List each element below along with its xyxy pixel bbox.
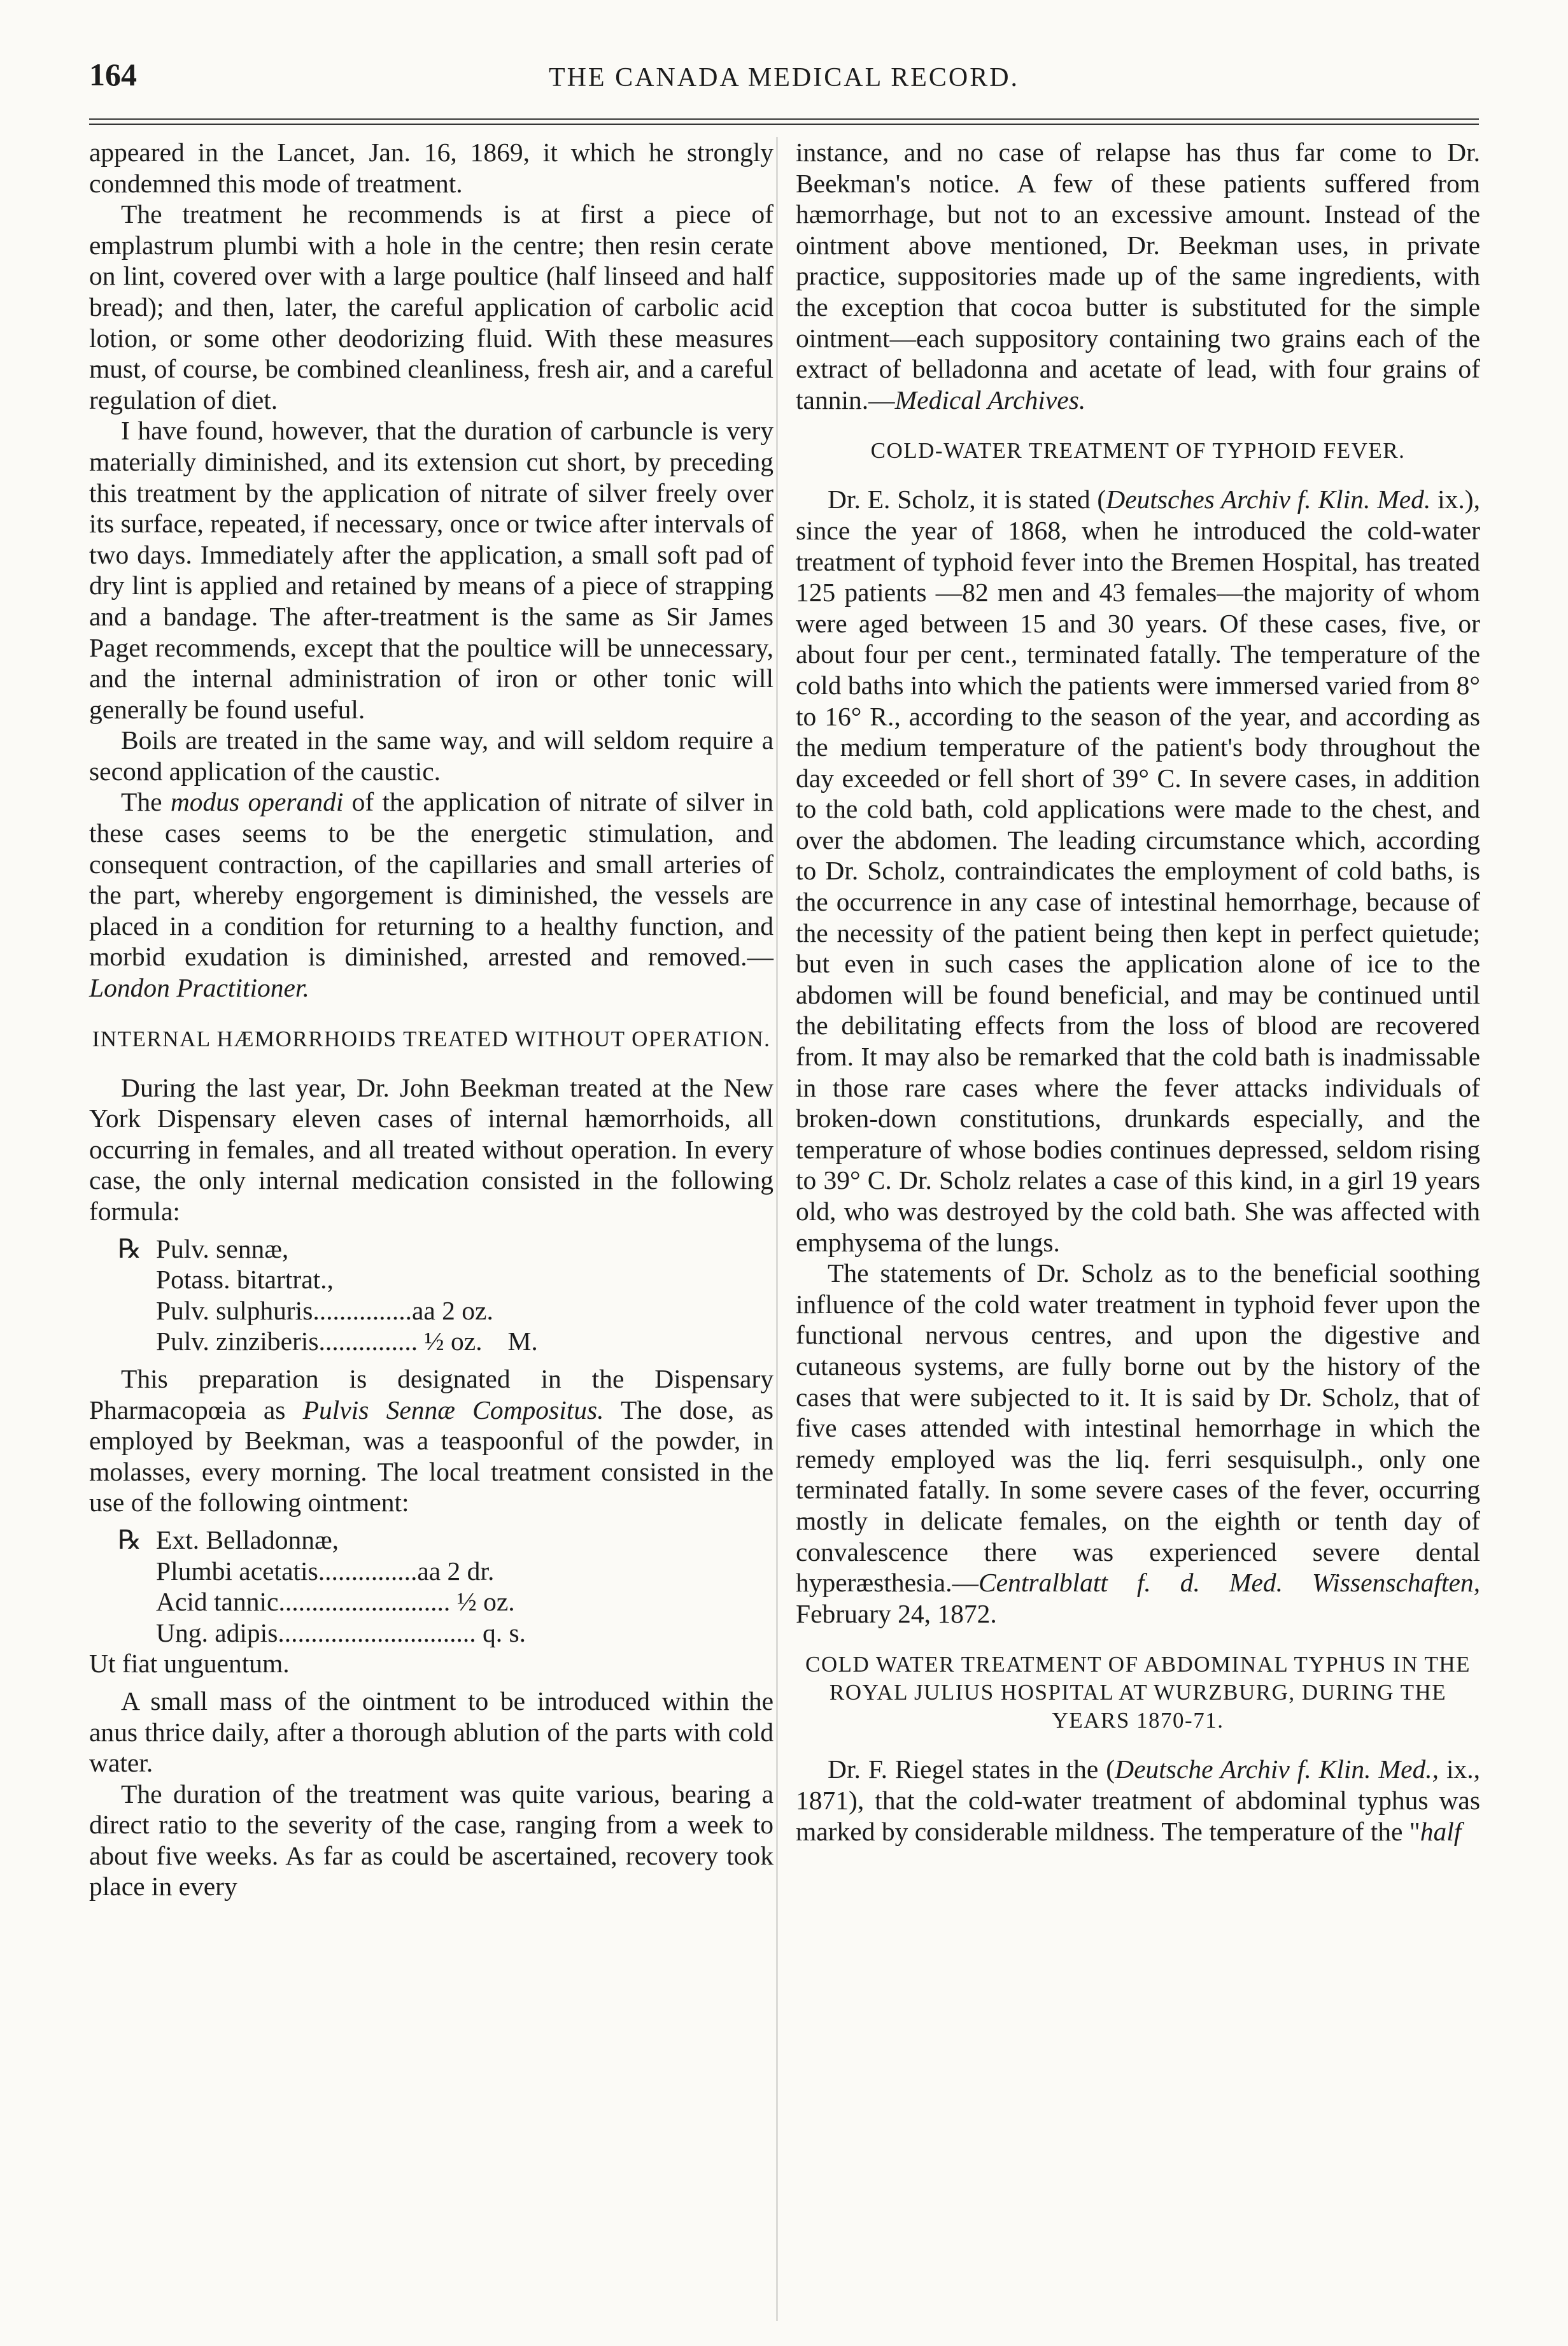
section-heading-hemorrhoids: INTERNAL HÆMORRHOIDS TREATED WITHOUT OPERATION. [92,1026,771,1051]
left-column [89,137,773,1902]
left-paragraph-8: A small mass of the ointment to be introduced within the anus thrice daily, after a thorough ablution of the parts with cold water. [89,1686,773,1778]
right-column [796,137,1480,1847]
prescription-symbol: ℞ [118,1233,142,1263]
right-paragraph-2: Dr. E. Scholz, it is stated (Deutsches Archiv f. Klin. Med. ix.), since the year of 1868, when he introduced the cold-water treatment of typhoid fever into the Bremen Hospital, has treated 125 patients —82 men and 43 females—the majority of whom were aged between 15 and 30 years. Of these cases, five, or about four per cent., terminated fatally. The temperature of the cold baths into which the patients were immersed varied from 8° to 16° R., according to the season of the year, and according as the medium temperature of the patient's body throughout the day exceeded or fell short of 39° C. In severe cases, in addition to the cold bath, cold applications were made to the chest, and over the abdomen. The leading circumstance which, according to Dr. Scholz, contraindicates the employment of cold baths, is the occurrence in any case of intestinal hemorrhage, because of the necessity of the patient being then kept in perfect quietude; but even in such cases the application alone of ice to the abdomen will be found beneficial, and may be continued until the debilitating effects from the loss of blood are recovered from. It may also be remarked that the cold bath is inadmissable in those rare cases where the fever attacks individuals of broken-down constitutions, drunkards especially, and the temperature of whose bodies continues depressed, seldom rising to 39° C. Dr. Scholz relates a case of this kind, in a girl 19 years old, who was destroyed by the cold bath. She was affected with emphysema of the lungs. [796,485,1480,1257]
recipe-line: Acid tannic.......................... ½ oz. [156,1587,515,1617]
right-paragraph-1: instance, and no case of relapse has thus far come to Dr. Beekman's notice. A few of these patients suffered from hæmorrhage, but not to an excessive amount. Instead of the ointment above mentioned, Dr. Beekman uses, in private practice, suppositories made up of the same ingredients, with the exception that cocoa butter is substituted for the simple ointment—each suppository containing two grains each of the extract of belladonna and acetate of lead, with four grains of tannin.—Medical Archives. [796,138,1480,415]
left-paragraph-3: I have found, however, that the duration of carbuncle is very materially diminished, and its extension cut short, by preceding this treatment by the application of nitrate of silver freely over its surface, repeated, if necessary, once or twice after intervals of two days. Immediately after the application, a small soft pad of dry lint is applied and retained by means of a piece of strapping and a bandage. The after-treatment is the same as Sir James Paget recommends, except that the poultice will be unnecessary, and the internal administration of iron or other tonic will generally be found useful. [89,416,773,724]
prescription-symbol: ℞ [118,1525,142,1554]
right-paragraph-3: The statements of Dr. Scholz as to the beneficial soothing influence of the cold water treatment in typhoid fever upon the functional nervous centres, and upon the digestive and cutaneous systems, are fully borne out by the history of the cases that were subjected to it. It is said by Dr. Scholz, that of five cases attended with intestinal hemorrhage in which the remedy employed was the liq. ferri sesquisulph., only one terminated fatally. In some severe cases of the fever, occurring mostly in delicate females, on the eighth or tenth day of convalescence there was experienced severe dental hyperæsthesia.—Centralblatt f. d. Med. Wissenschaften, February 24, 1872. [796,1258,1480,1628]
left-paragraph-5: The modus operandi of the application of nitrate of silver in these cases seems to be the energetic stimulation, and consequent contraction, of the capillaries and small arteries of the part, whereby engorgement is diminished, the vessels are placed in a condition for returning to a healthy function, and morbid exudation is diminished, arrested and removed.—London Practitioner. [89,787,773,1003]
left-paragraph-1: appeared in the Lancet, Jan. 16, 1869, it which he strongly condemned this mode of treatment. [89,138,773,198]
section-heading-typhoid: COLD-WATER TREATMENT OF TYPHOID FEVER. [870,438,1406,464]
page-number: 164 [89,57,137,92]
recipe-line: Plumbi acetatis...............aa 2 dr. [156,1556,495,1586]
recipe-line: Pulv. sennæ, [156,1233,289,1263]
recipe-formula-1 [89,1233,773,1357]
header-rule-secondary [89,124,1479,125]
recipe-line: Ut fiat unguentum. [89,1649,290,1679]
left-paragraph-2: The treatment he recommends is at first a piece of emplastrum plumbi with a hole in the centre; then resin cerate on lint, covered over with a large poultice (half linseed and half bread); and then, later, the careful application of carbolic acid lotion, or some other deodorizing fluid. With these measures must, of course, be combined cleanliness, fresh air, and a careful regulation of diet. [89,199,773,415]
recipe-formula-2 [89,1525,773,1679]
recipe-line: Ext. Belladonnæ, [156,1525,339,1554]
left-paragraph-9: The duration of the treatment was quite various, bearing a direct ratio to the severity of the case, ranging from a week to about five weeks. As far as could be ascertained, recovery took place in every [89,1779,773,1902]
header-rule [89,118,1479,120]
recipe-mix-mark: M. [507,1326,538,1356]
recipe-line: Potass. bitartrat., [156,1265,334,1295]
recipe-line: Pulv. sulphuris...............aa 2 oz. [156,1295,493,1325]
recipe-line: Pulv. zinziberis............... ½ oz. [156,1326,483,1356]
recipe-line: Ung. adipis.............................. q. s. [156,1617,526,1647]
right-paragraph-4: Dr. F. Riegel states in the (Deutsche Archiv f. Klin. Med., ix., 1871), that the cold-water treatment of abdominal typhus was marked by considerable mildness. The temperature of the "half [796,1754,1481,1846]
section-heading-typhus: COLD WATER TREATMENT OF ABDOMINAL TYPHUS IN THE ROYAL JULIUS HOSPITAL AT WURZBURG, DURING THE YEARS 1870-71. [805,1652,1471,1733]
left-paragraph-7: This preparation is designated in the Dispensary Pharmacopœia as Pulvis Sennæ Compositus. The dose, as employed by Beekman, was a teaspoonful of the powder, in molasses, every morning. The local treatment consisted in the use of the following ointment: [89,1363,773,1518]
running-title: THE CANADA MEDICAL RECORD. [548,63,1020,92]
left-paragraph-4: Boils are treated in the same way, and will seldom require a second application of the caustic. [89,725,773,786]
page-header [89,56,1479,107]
left-paragraph-6: During the last year, Dr. John Beekman treated at the New York Dispensary eleven cases of internal hæmorrhoids, all occurring in females, and all treated without operation. In every case, the only internal medication consisted in the following formula: [89,1072,773,1226]
